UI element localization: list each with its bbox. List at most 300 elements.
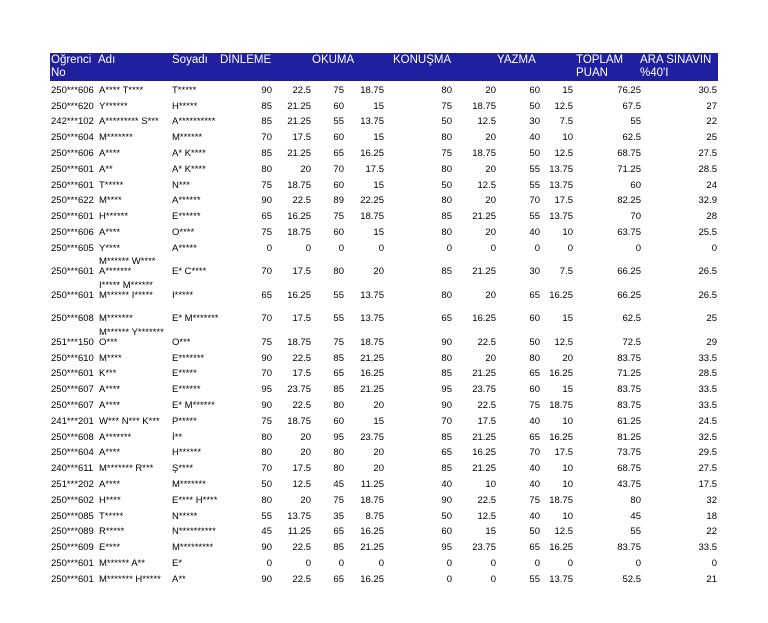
toplam-puan: 55 bbox=[630, 116, 641, 128]
student-no: 250***604 bbox=[51, 132, 94, 144]
dinleme-score: 85 bbox=[261, 116, 272, 128]
ara-sinav-40: 33.5 bbox=[698, 399, 717, 411]
table-row bbox=[50, 81, 718, 97]
yazma-score: 30 bbox=[529, 266, 540, 278]
konusma-weighted: 20 bbox=[485, 352, 496, 364]
ara-sinav-40: 0 bbox=[711, 557, 717, 569]
yazma-score: 75 bbox=[529, 494, 540, 506]
dinleme-score: 0 bbox=[266, 557, 272, 569]
student-name: M******* bbox=[99, 313, 133, 325]
yazma-score: 40 bbox=[529, 510, 540, 522]
dinleme-score: 90 bbox=[261, 195, 272, 207]
okuma-score: 85 bbox=[333, 542, 344, 554]
yazma-score: 50 bbox=[529, 336, 540, 348]
dinleme-weighted: 18.75 bbox=[287, 226, 311, 238]
okuma-weighted: 13.75 bbox=[360, 313, 384, 325]
student-name: M**** bbox=[99, 352, 122, 364]
dinleme-score: 90 bbox=[261, 399, 272, 411]
ara-sinav-40: 32 bbox=[706, 494, 717, 506]
toplam-puan: 66.25 bbox=[617, 289, 641, 301]
dinleme-score: 90 bbox=[261, 352, 272, 364]
ara-sinav-40: 30.5 bbox=[698, 84, 717, 96]
yazma-score: 55 bbox=[529, 573, 540, 585]
yazma-weighted: 16.25 bbox=[549, 431, 573, 443]
yazma-weighted: 12.5 bbox=[554, 526, 573, 538]
yazma-score: 50 bbox=[529, 147, 540, 159]
student-name: A********* S*** bbox=[99, 116, 159, 128]
student-no: 242***102 bbox=[51, 116, 94, 128]
okuma-weighted: 13.75 bbox=[360, 116, 384, 128]
okuma-score: 0 bbox=[338, 242, 344, 254]
yazma-score: 65 bbox=[529, 289, 540, 301]
okuma-weighted: 15 bbox=[373, 100, 384, 112]
ara-sinav-40: 22 bbox=[706, 526, 717, 538]
yazma-score: 55 bbox=[529, 211, 540, 223]
dinleme-score: 75 bbox=[261, 226, 272, 238]
okuma-weighted: 16.25 bbox=[360, 368, 384, 380]
toplam-puan: 66.25 bbox=[617, 266, 641, 278]
okuma-weighted: 20 bbox=[373, 447, 384, 459]
dinleme-score: 50 bbox=[261, 478, 272, 490]
student-name: M****** W**** A******* bbox=[99, 256, 156, 278]
yazma-score: 65 bbox=[529, 368, 540, 380]
table-row bbox=[50, 128, 718, 144]
table-row bbox=[50, 396, 718, 412]
student-surname: N********** bbox=[172, 526, 216, 538]
yazma-weighted: 12.5 bbox=[554, 100, 573, 112]
dinleme-weighted: 18.75 bbox=[287, 336, 311, 348]
student-name: A**** bbox=[99, 447, 121, 459]
student-no: 250***601 bbox=[51, 573, 94, 585]
yazma-weighted: 10 bbox=[562, 415, 573, 427]
konusma-score: 80 bbox=[441, 195, 452, 207]
student-surname: E* M******* bbox=[172, 313, 219, 325]
dinleme-score: 70 bbox=[261, 266, 272, 278]
student-no: 250***606 bbox=[51, 147, 94, 159]
toplam-puan: 81.25 bbox=[617, 431, 641, 443]
dinleme-weighted: 17.5 bbox=[292, 266, 311, 278]
konusma-score: 80 bbox=[441, 289, 452, 301]
dinleme-weighted: 17.5 bbox=[292, 463, 311, 475]
konusma-weighted: 23.75 bbox=[472, 384, 496, 396]
okuma-score: 65 bbox=[333, 526, 344, 538]
student-name: Y****** bbox=[99, 100, 128, 112]
konusma-score: 85 bbox=[441, 211, 452, 223]
student-surname: T***** bbox=[172, 84, 197, 96]
student-surname: H***** bbox=[172, 100, 198, 112]
okuma-score: 85 bbox=[333, 384, 344, 396]
toplam-puan: 0 bbox=[635, 557, 641, 569]
okuma-score: 85 bbox=[333, 352, 344, 364]
student-no: 250***601 bbox=[51, 368, 94, 380]
header-dinleme: DİNLEME bbox=[220, 54, 272, 66]
student-no: 250***601 bbox=[51, 557, 94, 569]
yazma-weighted: 0 bbox=[567, 557, 573, 569]
yazma-weighted: 12.5 bbox=[554, 336, 573, 348]
student-name: M**** bbox=[99, 195, 122, 207]
student-no: 250***604 bbox=[51, 447, 94, 459]
konusma-weighted: 20 bbox=[485, 163, 496, 175]
student-name: Y**** bbox=[99, 242, 121, 254]
toplam-puan: 63.75 bbox=[617, 226, 641, 238]
okuma-score: 80 bbox=[333, 463, 344, 475]
table-row bbox=[50, 459, 718, 475]
student-no: 250***601 bbox=[51, 289, 94, 301]
dinleme-score: 70 bbox=[261, 368, 272, 380]
student-no: 250***620 bbox=[51, 100, 94, 112]
yazma-score: 55 bbox=[529, 163, 540, 175]
dinleme-weighted: 22.5 bbox=[292, 573, 311, 585]
konusma-weighted: 21.25 bbox=[472, 463, 496, 475]
konusma-weighted: 21.25 bbox=[472, 266, 496, 278]
okuma-weighted: 20 bbox=[373, 266, 384, 278]
student-no: 250***608 bbox=[51, 313, 94, 325]
toplam-puan: 71.25 bbox=[617, 163, 641, 175]
okuma-score: 75 bbox=[333, 84, 344, 96]
toplam-puan: 68.75 bbox=[617, 147, 641, 159]
okuma-score: 60 bbox=[333, 226, 344, 238]
yazma-weighted: 10 bbox=[562, 463, 573, 475]
student-surname: A****** bbox=[172, 195, 201, 207]
yazma-score: 60 bbox=[529, 313, 540, 325]
table-row bbox=[50, 380, 718, 396]
student-surname: P***** bbox=[172, 415, 197, 427]
toplam-puan: 73.75 bbox=[617, 447, 641, 459]
yazma-score: 60 bbox=[529, 84, 540, 96]
student-no: 250***606 bbox=[51, 226, 94, 238]
konusma-score: 85 bbox=[441, 266, 452, 278]
dinleme-weighted: 18.75 bbox=[287, 415, 311, 427]
toplam-puan: 60 bbox=[630, 179, 641, 191]
dinleme-weighted: 20 bbox=[300, 163, 311, 175]
ara-sinav-40: 17.5 bbox=[698, 478, 717, 490]
dinleme-score: 80 bbox=[261, 431, 272, 443]
toplam-puan: 62.5 bbox=[622, 132, 641, 144]
table-row bbox=[50, 349, 718, 365]
konusma-score: 80 bbox=[441, 84, 452, 96]
okuma-weighted: 20 bbox=[373, 463, 384, 475]
konusma-weighted: 20 bbox=[485, 226, 496, 238]
table-row bbox=[50, 428, 718, 444]
toplam-puan: 71.25 bbox=[617, 368, 641, 380]
ara-sinav-40: 29 bbox=[706, 336, 717, 348]
dinleme-weighted: 22.5 bbox=[292, 195, 311, 207]
student-no: 250***601 bbox=[51, 266, 94, 278]
student-no: 250***601 bbox=[51, 179, 94, 191]
dinleme-weighted: 13.75 bbox=[287, 510, 311, 522]
student-surname: E******* bbox=[172, 352, 205, 364]
header-konusma: KONUŞMA bbox=[393, 54, 452, 66]
dinleme-score: 65 bbox=[261, 289, 272, 301]
konusma-score: 95 bbox=[441, 542, 452, 554]
ara-sinav-40: 28.5 bbox=[698, 163, 717, 175]
okuma-score: 60 bbox=[333, 132, 344, 144]
student-surname: E***** bbox=[172, 368, 197, 380]
dinleme-weighted: 12.5 bbox=[292, 478, 311, 490]
yazma-weighted: 16.25 bbox=[549, 368, 573, 380]
konusma-weighted: 22.5 bbox=[477, 494, 496, 506]
student-name: M******* R*** bbox=[99, 463, 154, 475]
konusma-score: 90 bbox=[441, 336, 452, 348]
student-name: H****** bbox=[99, 211, 129, 223]
student-name: W*** N*** K*** bbox=[99, 415, 160, 427]
konusma-score: 95 bbox=[441, 384, 452, 396]
dinleme-weighted: 18.75 bbox=[287, 179, 311, 191]
dinleme-weighted: 0 bbox=[305, 557, 311, 569]
student-surname: E* bbox=[172, 557, 183, 569]
toplam-puan: 68.75 bbox=[617, 463, 641, 475]
student-name: A**** T**** bbox=[99, 84, 144, 96]
konusma-weighted: 12.5 bbox=[477, 179, 496, 191]
konusma-score: 85 bbox=[441, 463, 452, 475]
dinleme-weighted: 22.5 bbox=[292, 542, 311, 554]
header-ogrenci-no: Oğrenci No bbox=[51, 54, 92, 79]
yazma-weighted: 18.75 bbox=[549, 494, 573, 506]
toplam-puan: 83.75 bbox=[617, 352, 641, 364]
okuma-score: 60 bbox=[333, 100, 344, 112]
okuma-weighted: 0 bbox=[378, 557, 384, 569]
table-body bbox=[50, 81, 718, 586]
table-row bbox=[50, 507, 718, 523]
dinleme-score: 90 bbox=[261, 573, 272, 585]
table-row bbox=[50, 239, 718, 255]
konusma-score: 80 bbox=[441, 163, 452, 175]
dinleme-score: 75 bbox=[261, 336, 272, 348]
yazma-weighted: 16.25 bbox=[549, 542, 573, 554]
dinleme-weighted: 22.5 bbox=[292, 352, 311, 364]
yazma-score: 80 bbox=[529, 352, 540, 364]
dinleme-score: 85 bbox=[261, 147, 272, 159]
student-name: M******* bbox=[99, 132, 133, 144]
yazma-weighted: 10 bbox=[562, 132, 573, 144]
dinleme-score: 55 bbox=[261, 510, 272, 522]
student-surname: A***** bbox=[172, 242, 197, 254]
toplam-puan: 43.75 bbox=[617, 478, 641, 490]
table-row bbox=[50, 554, 718, 570]
dinleme-weighted: 20 bbox=[300, 447, 311, 459]
dinleme-weighted: 17.5 bbox=[292, 132, 311, 144]
okuma-weighted: 16.25 bbox=[360, 526, 384, 538]
konusma-weighted: 0 bbox=[490, 557, 496, 569]
konusma-weighted: 21.25 bbox=[472, 211, 496, 223]
okuma-weighted: 22.25 bbox=[360, 195, 384, 207]
konusma-score: 80 bbox=[441, 132, 452, 144]
yazma-score: 50 bbox=[529, 526, 540, 538]
yazma-weighted: 13.75 bbox=[549, 179, 573, 191]
student-surname: M********* bbox=[172, 542, 214, 554]
yazma-weighted: 10 bbox=[562, 510, 573, 522]
yazma-weighted: 15 bbox=[562, 313, 573, 325]
student-surname: N***** bbox=[172, 510, 198, 522]
toplam-puan: 82.25 bbox=[617, 195, 641, 207]
konusma-weighted: 21.25 bbox=[472, 368, 496, 380]
okuma-score: 80 bbox=[333, 266, 344, 278]
student-name: M****** Y******* O*** bbox=[99, 326, 164, 348]
student-name: A** bbox=[99, 163, 113, 175]
yazma-weighted: 7.5 bbox=[559, 266, 573, 278]
konusma-score: 0 bbox=[446, 557, 452, 569]
dinleme-score: 75 bbox=[261, 179, 272, 191]
okuma-weighted: 15 bbox=[373, 415, 384, 427]
toplam-puan: 55 bbox=[630, 526, 641, 538]
header-ara-sinavin: ARA SINAVIN %40'I bbox=[640, 54, 712, 79]
dinleme-weighted: 11.25 bbox=[287, 526, 311, 538]
student-name: R***** bbox=[99, 526, 125, 538]
ara-sinav-40: 32.5 bbox=[698, 431, 717, 443]
yazma-score: 40 bbox=[529, 463, 540, 475]
yazma-weighted: 18.75 bbox=[549, 399, 573, 411]
yazma-score: 55 bbox=[529, 179, 540, 191]
konusma-weighted: 20 bbox=[485, 289, 496, 301]
toplam-puan: 70 bbox=[630, 211, 641, 223]
ara-sinav-40: 25.5 bbox=[698, 226, 717, 238]
konusma-score: 50 bbox=[441, 179, 452, 191]
student-surname: İ** bbox=[172, 431, 183, 443]
student-surname: A********** bbox=[172, 116, 216, 128]
toplam-puan: 80 bbox=[630, 494, 641, 506]
header-okuma: OKUMA bbox=[312, 54, 355, 66]
table-row bbox=[50, 444, 718, 460]
okuma-weighted: 16.25 bbox=[360, 147, 384, 159]
toplam-puan: 67.5 bbox=[622, 100, 641, 112]
okuma-score: 55 bbox=[333, 313, 344, 325]
student-name: M******* H***** bbox=[99, 573, 161, 585]
yazma-weighted: 15 bbox=[562, 84, 573, 96]
dinleme-weighted: 22.5 bbox=[292, 399, 311, 411]
yazma-score: 30 bbox=[529, 116, 540, 128]
table-row bbox=[50, 412, 718, 428]
okuma-weighted: 11.25 bbox=[360, 478, 384, 490]
ara-sinav-40: 25 bbox=[706, 132, 717, 144]
header-yazma: YAZMA bbox=[497, 54, 536, 66]
konusma-score: 80 bbox=[441, 226, 452, 238]
konusma-weighted: 10 bbox=[485, 478, 496, 490]
ara-sinav-40: 28.5 bbox=[698, 368, 717, 380]
okuma-weighted: 18.75 bbox=[360, 494, 384, 506]
student-name: K*** bbox=[99, 368, 117, 380]
grades-table bbox=[50, 53, 718, 586]
okuma-score: 95 bbox=[333, 431, 344, 443]
okuma-score: 60 bbox=[333, 179, 344, 191]
ara-sinav-40: 33.5 bbox=[698, 384, 717, 396]
yazma-score: 50 bbox=[529, 100, 540, 112]
okuma-weighted: 21.25 bbox=[360, 384, 384, 396]
yazma-score: 0 bbox=[534, 242, 540, 254]
okuma-score: 75 bbox=[333, 494, 344, 506]
table-row bbox=[50, 255, 718, 279]
konusma-weighted: 12.5 bbox=[477, 116, 496, 128]
table-row bbox=[50, 207, 718, 223]
student-name: A**** bbox=[99, 147, 121, 159]
ara-sinav-40: 0 bbox=[711, 242, 717, 254]
okuma-score: 80 bbox=[333, 399, 344, 411]
okuma-weighted: 13.75 bbox=[360, 289, 384, 301]
konusma-weighted: 16.25 bbox=[472, 313, 496, 325]
konusma-score: 65 bbox=[441, 313, 452, 325]
table-row bbox=[50, 176, 718, 192]
okuma-score: 55 bbox=[333, 116, 344, 128]
header-soyadi: Soyadı bbox=[172, 54, 208, 66]
yazma-weighted: 7.5 bbox=[559, 116, 573, 128]
student-no: 250***089 bbox=[51, 526, 94, 538]
toplam-puan: 83.75 bbox=[617, 384, 641, 396]
ara-sinav-40: 28 bbox=[706, 211, 717, 223]
konusma-weighted: 20 bbox=[485, 84, 496, 96]
ara-sinav-40: 21 bbox=[706, 573, 717, 585]
konusma-weighted: 18.75 bbox=[472, 147, 496, 159]
ara-sinav-40: 27 bbox=[706, 100, 717, 112]
table-row bbox=[50, 97, 718, 113]
dinleme-weighted: 16.25 bbox=[287, 211, 311, 223]
yazma-score: 40 bbox=[529, 226, 540, 238]
okuma-weighted: 15 bbox=[373, 132, 384, 144]
student-surname: A* K**** bbox=[172, 147, 206, 159]
okuma-weighted: 16.25 bbox=[360, 573, 384, 585]
konusma-weighted: 15 bbox=[485, 526, 496, 538]
konusma-score: 80 bbox=[441, 352, 452, 364]
konusma-score: 50 bbox=[441, 510, 452, 522]
yazma-score: 70 bbox=[529, 447, 540, 459]
konusma-score: 60 bbox=[441, 526, 452, 538]
table-row bbox=[50, 160, 718, 176]
okuma-weighted: 21.25 bbox=[360, 352, 384, 364]
dinleme-weighted: 21.25 bbox=[287, 147, 311, 159]
konusma-score: 50 bbox=[441, 116, 452, 128]
dinleme-weighted: 22.5 bbox=[292, 84, 311, 96]
yazma-weighted: 15 bbox=[562, 384, 573, 396]
dinleme-weighted: 17.5 bbox=[292, 368, 311, 380]
dinleme-score: 95 bbox=[261, 384, 272, 396]
okuma-weighted: 15 bbox=[373, 179, 384, 191]
konusma-weighted: 12.5 bbox=[477, 510, 496, 522]
student-surname: A** bbox=[172, 573, 186, 585]
toplam-puan: 61.25 bbox=[617, 415, 641, 427]
yazma-score: 40 bbox=[529, 415, 540, 427]
yazma-weighted: 20 bbox=[562, 352, 573, 364]
student-surname: E* M****** bbox=[172, 399, 215, 411]
table-row bbox=[50, 365, 718, 381]
student-no: 250***609 bbox=[51, 542, 94, 554]
student-no: 250***607 bbox=[51, 399, 94, 411]
konusma-score: 90 bbox=[441, 399, 452, 411]
student-no: 250***606 bbox=[51, 84, 94, 96]
dinleme-score: 70 bbox=[261, 132, 272, 144]
konusma-weighted: 0 bbox=[490, 242, 496, 254]
student-no: 250***622 bbox=[51, 195, 94, 207]
dinleme-weighted: 21.25 bbox=[287, 100, 311, 112]
yazma-weighted: 13.75 bbox=[549, 573, 573, 585]
yazma-score: 70 bbox=[529, 195, 540, 207]
konusma-score: 85 bbox=[441, 368, 452, 380]
okuma-score: 35 bbox=[333, 510, 344, 522]
student-surname: E****** bbox=[172, 384, 201, 396]
student-surname: H****** bbox=[172, 447, 202, 459]
ara-sinav-40: 29.5 bbox=[698, 447, 717, 459]
dinleme-weighted: 0 bbox=[305, 242, 311, 254]
dinleme-score: 65 bbox=[261, 211, 272, 223]
ara-sinav-40: 25 bbox=[706, 313, 717, 325]
okuma-weighted: 23.75 bbox=[360, 431, 384, 443]
ara-sinav-40: 33.5 bbox=[698, 542, 717, 554]
dinleme-score: 80 bbox=[261, 494, 272, 506]
toplam-puan: 62.5 bbox=[622, 313, 641, 325]
dinleme-weighted: 17.5 bbox=[292, 313, 311, 325]
okuma-score: 60 bbox=[333, 415, 344, 427]
konusma-score: 70 bbox=[441, 415, 452, 427]
dinleme-score: 90 bbox=[261, 84, 272, 96]
yazma-score: 65 bbox=[529, 431, 540, 443]
student-no: 251***202 bbox=[51, 478, 94, 490]
